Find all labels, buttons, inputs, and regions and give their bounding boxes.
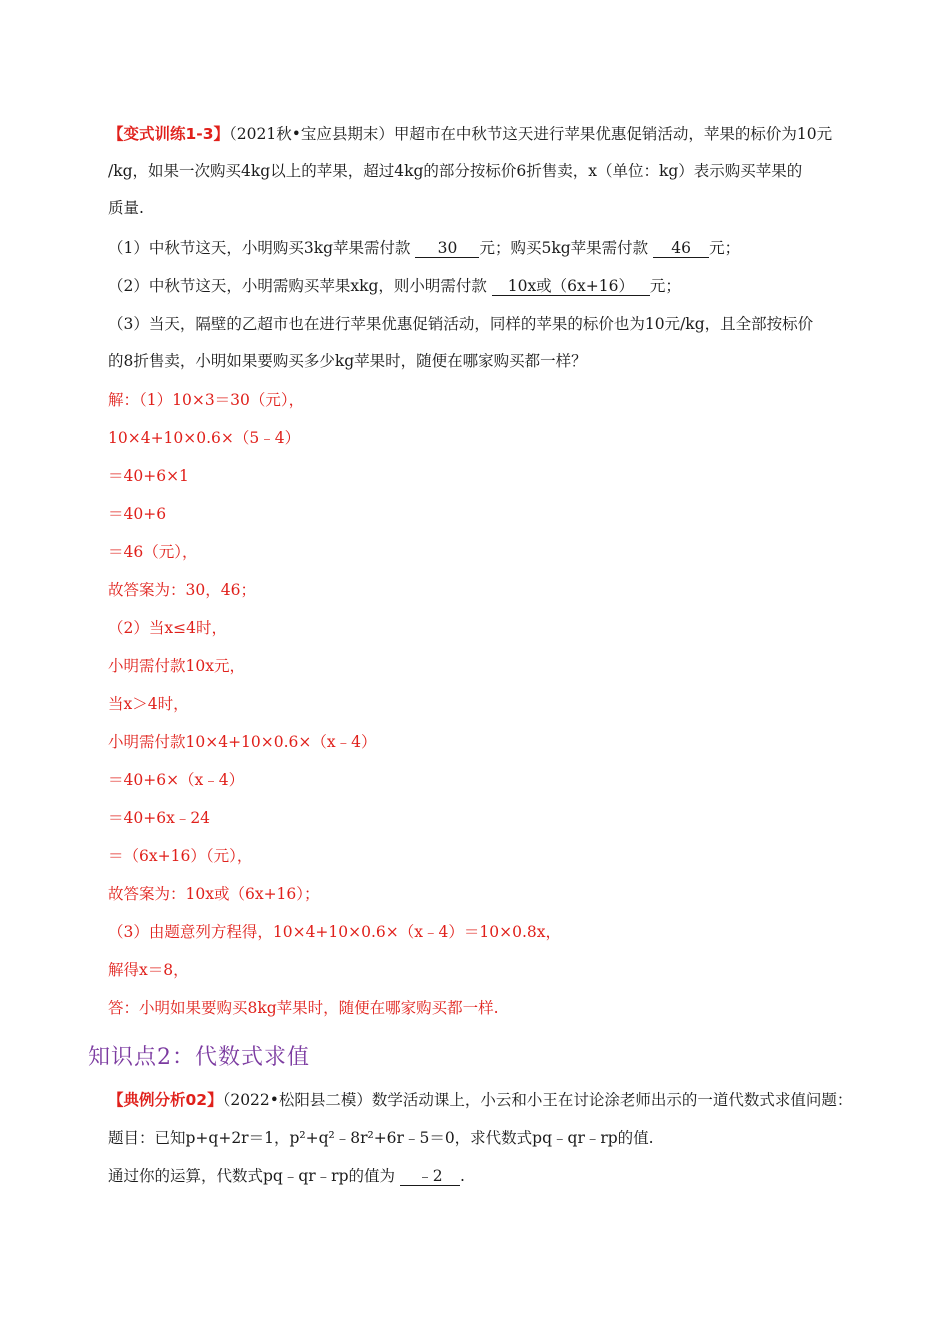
problem2-text3a: 通过你的运算，代数式pq﹣qr﹣rp的值为	[108, 1167, 396, 1185]
problem1-tag: 【变式训练1-3】	[108, 125, 230, 143]
solution-line: （2）当x≤4时，	[108, 619, 227, 637]
solution-line: ＝（6x+16）（元），	[108, 847, 253, 865]
solution-line: 解：（1）10×3＝30（元），	[108, 391, 305, 409]
problem1-line3: 质量.	[108, 199, 144, 217]
problem1-text1: （2021秋•宝应县期末）甲超市在中秋节这天进行苹果优惠促销活动，苹果的标价为10元	[229, 125, 833, 143]
problem1-line1	[108, 124, 890, 144]
solution-line: 小明需付款10x元，	[108, 657, 245, 675]
solution-line: ＝40+6	[108, 505, 167, 523]
q1-answer-blank-2: 46	[653, 239, 709, 258]
solution-line: ＝40+6x﹣24	[108, 809, 211, 827]
solution-line: 解得x＝8，	[108, 961, 189, 979]
solution-line: 小明需付款10×4+10×0.6×（x﹣4）	[108, 733, 377, 751]
question1	[108, 238, 890, 258]
q1-text-b: 元；购买5kg苹果需付款	[479, 239, 649, 257]
solution-line: 答：小明如果要购买8kg苹果时，随便在哪家购买都一样.	[108, 999, 499, 1017]
problem2-text1: （2022•松阳县二模）数学活动课上，小云和小王在讨论涂老师出示的一道代数式求值问题：	[222, 1091, 853, 1109]
q1-text-a: （1）中秋节这天，小明购买3kg苹果需付款	[108, 239, 411, 257]
problem2-line1	[108, 1090, 890, 1110]
solution-line: ＝46（元），	[108, 543, 198, 561]
section-heading: 知识点2：代数式求值	[88, 1045, 310, 1070]
q1-text-c: 元；	[709, 239, 741, 257]
solution-line: 10×4+10×0.6×（5﹣4）	[108, 429, 301, 447]
q1-answer-blank-1: 30	[415, 239, 479, 258]
problem1-line2: /kg，如果一次购买4kg以上的苹果，超过4kg的部分按标价6折售卖，x（单位：kg）表示购买苹果的	[108, 162, 803, 180]
problem2-line3	[108, 1166, 890, 1186]
question3-line2: 的8折售卖，小明如果要购买多少kg苹果时，随便在哪家购买都一样？	[108, 352, 587, 370]
solution-line: 当x＞4时，	[108, 695, 189, 713]
question3-line1: （3）当天，隔壁的乙超市也在进行苹果优惠促销活动，同样的苹果的标价也为10元/kg，且全部按标价	[108, 315, 814, 333]
q2-text-a: （2）中秋节这天，小明需购买苹果xkg，则小明需付款	[108, 277, 487, 295]
q2-answer-blank: 10x或（6x+16）	[492, 277, 650, 296]
solution-line: ＝40+6×1	[108, 467, 189, 485]
question2	[108, 276, 890, 296]
solution-line: 故答案为：10x或（6x+16）；	[108, 885, 320, 903]
solution-line: （3）由题意列方程得，10×4+10×0.6×（x﹣4）＝10×0.8x，	[108, 923, 561, 941]
problem2-tag: 【典例分析02】	[108, 1091, 223, 1109]
q2-text-b: 元；	[649, 277, 681, 295]
solution-line: ＝40+6×（x﹣4）	[108, 771, 245, 789]
problem2-line2: 题目：已知p+q+2r＝1，p²+q²﹣8r²+6r﹣5＝0，求代数式pq﹣qr﹣rp的值.	[108, 1129, 654, 1147]
solution-line: 故答案为：30，46；	[108, 581, 256, 599]
problem2-text3b: .	[459, 1167, 465, 1185]
problem2-answer-blank: ﹣2	[400, 1167, 460, 1186]
